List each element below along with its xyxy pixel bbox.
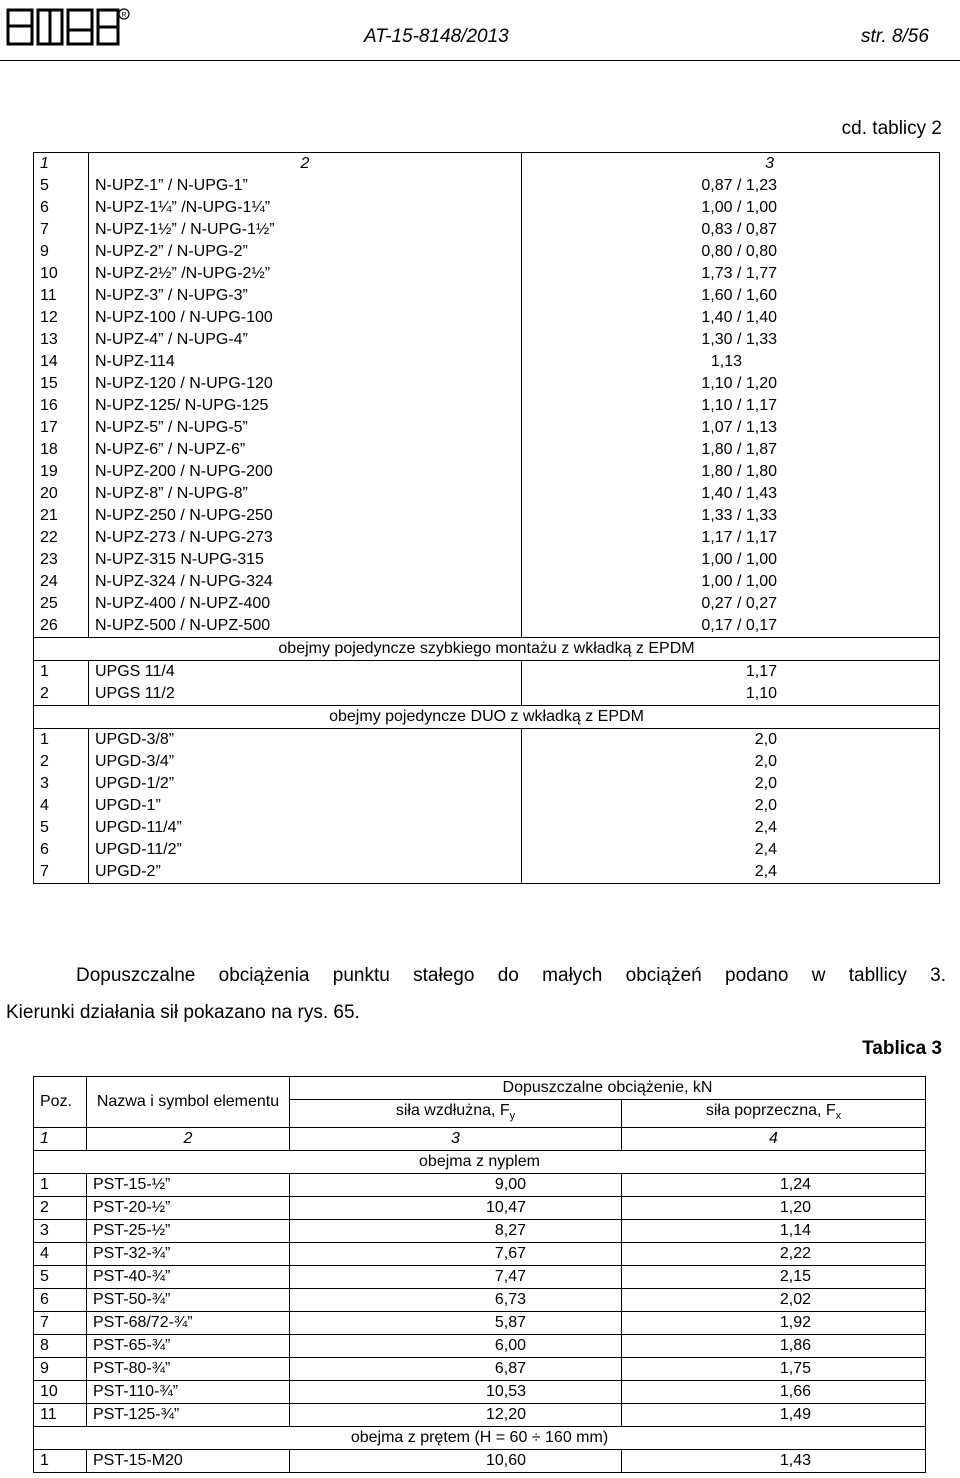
load-value: 1,40 / 1,43 (522, 483, 940, 505)
element-symbol: N-UPZ-2” / N-UPG-2” (89, 241, 522, 263)
row-number: 11 (34, 1404, 87, 1427)
transverse-force-value: 1,92 (622, 1312, 926, 1335)
load-value: 1,10 / 1,17 (522, 395, 940, 417)
row-number: 2 (34, 683, 89, 706)
row-number: 9 (34, 1358, 87, 1381)
row-number: 4 (34, 795, 89, 817)
element-symbol: PST-15-½” (87, 1174, 290, 1197)
row-number: 13 (34, 329, 89, 351)
row-number: 26 (34, 615, 89, 638)
row-number: 9 (34, 241, 89, 263)
element-symbol: PST-68/72-¾” (87, 1312, 290, 1335)
head-name: Nazwa i symbol elementu (87, 1077, 290, 1128)
section-row (34, 1151, 926, 1174)
element-symbol: N-UPZ-1” / N-UPG-1” (89, 175, 522, 197)
table-row (34, 683, 940, 706)
transverse-force-value: 1,24 (622, 1174, 926, 1197)
column-number: 1 (34, 1128, 87, 1151)
table3-column-numbers (34, 1128, 926, 1151)
table-row (34, 1220, 926, 1243)
element-symbol: PST-80-¾” (87, 1358, 290, 1381)
load-value: 1,80 / 1,80 (522, 461, 940, 483)
axial-force-value: 10,47 (290, 1197, 622, 1220)
section-row (34, 706, 940, 729)
element-symbol: N-UPZ-4” / N-UPG-4” (89, 329, 522, 351)
element-symbol: N-UPZ-1½” / N-UPG-1½” (89, 219, 522, 241)
table3-header-row-1 (34, 1077, 926, 1100)
table-row (34, 197, 940, 219)
table-row (34, 773, 940, 795)
table-row (34, 661, 940, 684)
transverse-force-value: 2,02 (622, 1289, 926, 1312)
table-row (34, 505, 940, 527)
row-number: 5 (34, 817, 89, 839)
row-number: 7 (34, 1312, 87, 1335)
row-number: 1 (34, 729, 89, 752)
transverse-force-value: 1,49 (622, 1404, 926, 1427)
load-value: 2,0 (522, 729, 940, 752)
axial-force-value: 6,73 (290, 1289, 622, 1312)
row-number: 18 (34, 439, 89, 461)
element-symbol: PST-15-M20 (87, 1450, 290, 1473)
row-number: 23 (34, 549, 89, 571)
row-number: 1 (34, 1450, 87, 1473)
row-number: 4 (34, 1243, 87, 1266)
load-value: 0,17 / 0,17 (522, 615, 940, 638)
section-row (34, 638, 940, 661)
table-row (34, 241, 940, 263)
table-row (34, 219, 940, 241)
row-number: 5 (34, 175, 89, 197)
element-symbol: PST-65-¾” (87, 1335, 290, 1358)
row-number: 19 (34, 461, 89, 483)
row-number: 2 (34, 751, 89, 773)
row-number: 3 (34, 1220, 87, 1243)
table-row (34, 839, 940, 861)
table-row (34, 1266, 926, 1289)
company-logo (6, 6, 130, 48)
table-row (34, 439, 940, 461)
table-row (34, 1450, 926, 1473)
document-code: AT-15-8148/2013 (364, 26, 509, 47)
row-number: 6 (34, 1289, 87, 1312)
table-3 (33, 1076, 926, 1473)
load-value: 1,30 / 1,33 (522, 329, 940, 351)
load-value: 2,0 (522, 751, 940, 773)
row-number: 10 (34, 1381, 87, 1404)
axial-force-value: 7,47 (290, 1266, 622, 1289)
load-value: 1,60 / 1,60 (522, 285, 940, 307)
row-number: 20 (34, 483, 89, 505)
element-symbol: PST-50-¾” (87, 1289, 290, 1312)
element-symbol: UPGD-3/8” (89, 729, 522, 752)
load-value: 1,00 / 1,00 (522, 571, 940, 593)
table-row (34, 373, 940, 395)
row-number: 16 (34, 395, 89, 417)
table-row (34, 615, 940, 638)
axial-force-value: 6,87 (290, 1358, 622, 1381)
row-number: 7 (34, 861, 89, 884)
table-row (34, 285, 940, 307)
element-symbol: PST-125-¾” (87, 1404, 290, 1427)
element-symbol: N-UPZ-200 / N-UPG-200 (89, 461, 522, 483)
element-symbol: N-UPZ-1¼” /N-UPG-1¼” (89, 197, 522, 219)
column-number: 2 (87, 1128, 290, 1151)
paragraph-line-2: Kierunki działania sił pokazano na rys. 65. (6, 1002, 360, 1023)
section-title: obejma z prętem (H = 60 ÷ 160 mm) (34, 1427, 926, 1450)
axial-force-value: 12,20 (290, 1404, 622, 1427)
table-row (34, 593, 940, 615)
element-symbol: N-UPZ-250 / N-UPG-250 (89, 505, 522, 527)
element-symbol: UPGD-3/4” (89, 751, 522, 773)
load-value: 1,17 / 1,17 (522, 527, 940, 549)
table-row (34, 1404, 926, 1427)
element-symbol: N-UPZ-6” / N-UPZ-6” (89, 439, 522, 461)
load-value: 1,80 / 1,87 (522, 439, 940, 461)
table-row (34, 1197, 926, 1220)
row-number: 5 (34, 1266, 87, 1289)
transverse-force-value: 1,14 (622, 1220, 926, 1243)
table-row (34, 417, 940, 439)
svg-text:R: R (121, 12, 127, 19)
section-title: obejmy pojedyncze szybkiego montażu z wkładką z EPDM (34, 638, 940, 661)
table-row (34, 351, 940, 373)
column-number: 4 (622, 1128, 926, 1151)
axial-force-value: 6,00 (290, 1335, 622, 1358)
row-number: 3 (34, 773, 89, 795)
row-number: 1 (34, 1174, 87, 1197)
row-number: 7 (34, 219, 89, 241)
row-number: 8 (34, 1335, 87, 1358)
element-symbol: N-UPZ-315 N-UPG-315 (89, 549, 522, 571)
transverse-force-value: 2,15 (622, 1266, 926, 1289)
table-row (34, 1312, 926, 1335)
head-axial: siła wzdłużna, $F_y$ (290, 1100, 622, 1128)
load-value: 2,4 (522, 861, 940, 884)
element-symbol: N-UPZ-5” / N-UPG-5” (89, 417, 522, 439)
load-value: 1,10 / 1,20 (522, 373, 940, 395)
table3-caption: Tablica 3 (862, 1038, 942, 1059)
row-number: 12 (34, 307, 89, 329)
load-value: 0,27 / 0,27 (522, 593, 940, 615)
transverse-force-value: 1,43 (622, 1450, 926, 1473)
transverse-force-value: 2,22 (622, 1243, 926, 1266)
table-row (34, 307, 940, 329)
transverse-force-value: 1,66 (622, 1381, 926, 1404)
transverse-force-value: 1,86 (622, 1335, 926, 1358)
load-value: 1,73 / 1,77 (522, 263, 940, 285)
element-symbol: N-UPZ-125/ N-UPG-125 (89, 395, 522, 417)
row-number: 24 (34, 571, 89, 593)
load-value: 2,0 (522, 773, 940, 795)
section-title: obejmy pojedyncze DUO z wkładką z EPDM (34, 706, 940, 729)
row-number: 22 (34, 527, 89, 549)
table-row (34, 751, 940, 773)
axial-force-value: 5,87 (290, 1312, 622, 1335)
row-number: 14 (34, 351, 89, 373)
element-symbol: N-UPZ-273 / N-UPG-273 (89, 527, 522, 549)
table-row (34, 395, 940, 417)
row-number: 6 (34, 197, 89, 219)
table-row (34, 1381, 926, 1404)
element-symbol: N-UPZ-120 / N-UPG-120 (89, 373, 522, 395)
table2-column-numbers (34, 153, 940, 176)
row-number: 1 (34, 661, 89, 684)
element-symbol: UPGD-1” (89, 795, 522, 817)
table-row (34, 729, 940, 752)
table-row (34, 483, 940, 505)
load-value: 2,4 (522, 839, 940, 861)
element-symbol: N-UPZ-400 / N-UPZ-400 (89, 593, 522, 615)
column-number: 1 (34, 153, 89, 176)
element-symbol: PST-20-½” (87, 1197, 290, 1220)
table-row (34, 1289, 926, 1312)
axial-force-value: 9,00 (290, 1174, 622, 1197)
element-symbol: N-UPZ-8” / N-UPG-8” (89, 483, 522, 505)
row-number: 6 (34, 839, 89, 861)
row-number: 25 (34, 593, 89, 615)
page-number: str. 8/56 (861, 26, 929, 47)
column-number: 3 (290, 1128, 622, 1151)
element-symbol: UPGS 11/2 (89, 683, 522, 706)
transverse-force-value: 1,20 (622, 1197, 926, 1220)
row-number: 17 (34, 417, 89, 439)
element-symbol: UPGD-11/4” (89, 817, 522, 839)
load-value: 2,0 (522, 795, 940, 817)
table-row (34, 527, 940, 549)
table-row (34, 861, 940, 884)
load-value: 1,10 (522, 683, 940, 706)
element-symbol: PST-32-¾” (87, 1243, 290, 1266)
table-row (34, 1358, 926, 1381)
element-symbol: N-UPZ-500 / N-UPZ-500 (89, 615, 522, 638)
element-symbol: PST-110-¾” (87, 1381, 290, 1404)
table2-caption: cd. tablicy 2 (841, 118, 942, 139)
table-row (34, 329, 940, 351)
column-number: 3 (522, 153, 940, 176)
section-row (34, 1427, 926, 1450)
axial-force-value: 10,60 (290, 1450, 622, 1473)
element-symbol: UPGD-1/2” (89, 773, 522, 795)
load-value: 1,13 (522, 351, 940, 373)
element-symbol: PST-25-½” (87, 1220, 290, 1243)
axial-force-value: 8,27 (290, 1220, 622, 1243)
element-symbol: N-UPZ-2½” /N-UPG-2½” (89, 263, 522, 285)
head-transverse: siła poprzeczna, $F_x$ (622, 1100, 926, 1128)
element-symbol: N-UPZ-3” / N-UPG-3” (89, 285, 522, 307)
axial-force-value: 7,67 (290, 1243, 622, 1266)
table-row (34, 1335, 926, 1358)
load-value: 1,07 / 1,13 (522, 417, 940, 439)
row-number: 10 (34, 263, 89, 285)
element-symbol: PST-40-¾” (87, 1266, 290, 1289)
table-row (34, 795, 940, 817)
axial-force-value: 10,53 (290, 1381, 622, 1404)
table-row (34, 175, 940, 197)
load-value: 1,40 / 1,40 (522, 307, 940, 329)
table-row (34, 817, 940, 839)
row-number: 2 (34, 1197, 87, 1220)
transverse-force-value: 1,75 (622, 1358, 926, 1381)
paragraph-line-1: Dopuszczalne obciążenia punktu stałego do małych obciążeń podano w tabllicy 3. (76, 965, 946, 986)
table-row (34, 549, 940, 571)
row-number: 21 (34, 505, 89, 527)
element-symbol: N-UPZ-100 / N-UPG-100 (89, 307, 522, 329)
load-value: 1,00 / 1,00 (522, 549, 940, 571)
load-value: 0,87 / 1,23 (522, 175, 940, 197)
element-symbol: N-UPZ-114 (89, 351, 522, 373)
table-row (34, 571, 940, 593)
table-row (34, 1243, 926, 1266)
element-symbol: UPGD-2” (89, 861, 522, 884)
element-symbol: UPGS 11/4 (89, 661, 522, 684)
table-2 (33, 152, 940, 884)
table-row (34, 263, 940, 285)
header-divider (0, 60, 960, 61)
element-symbol: N-UPZ-324 / N-UPG-324 (89, 571, 522, 593)
table-row (34, 461, 940, 483)
row-number: 11 (34, 285, 89, 307)
load-value: 1,17 (522, 661, 940, 684)
load-value: 2,4 (522, 817, 940, 839)
load-value: 1,33 / 1,33 (522, 505, 940, 527)
load-value: 1,00 / 1,00 (522, 197, 940, 219)
load-value: 0,80 / 0,80 (522, 241, 940, 263)
row-number: 15 (34, 373, 89, 395)
table-row (34, 1174, 926, 1197)
head-poz: Poz. (34, 1077, 87, 1128)
section-title: obejma z nyplem (34, 1151, 926, 1174)
element-symbol: UPGD-11/2” (89, 839, 522, 861)
head-load: Dopuszczalne obciążenie, kN (290, 1077, 926, 1100)
column-number: 2 (89, 153, 522, 176)
page-header (0, 0, 960, 64)
load-value: 0,83 / 0,87 (522, 219, 940, 241)
